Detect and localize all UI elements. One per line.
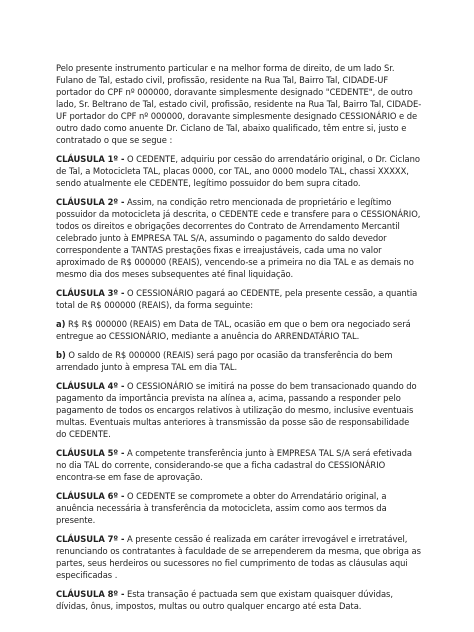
clause-text: O CESSIONÁRIO se imitirá na posse do bem transacionado quando do pagamento da importância prevista na alínea a, acima, passando a responder pelo pagamento de todos os encargos relativos à utilização do mesmo, inclusive eventuais multas. Eventuais multas anteriores à transmissão da posse são de responsabilidade do CEDENTE. <box>56 381 417 439</box>
clause-text: A competente transferência junto à EMPRESA TAL S/A será efetivada no dia TAL do corrente, considerando-se que a ficha cadastral do CESSIONÁRIO encontra-se em fase de aprovação. <box>56 448 412 482</box>
clause-title: CLÁUSULA 8º - <box>56 589 125 599</box>
clause-2 <box>56 196 422 280</box>
clause-text: A presente cessão é realizada em caráter irrevogável e irretratável, renunciando os contratantes à faculdade de se arrependerem da mesma, que obriga as partes, seus herdeiros ou sucessores no fiel cumprimento de todas as cláusulas aqui especificadas . <box>56 534 421 580</box>
paragraph-text: Pelo presente instrumento particular e na melhor forma de direito, de um lado Sr. Fulano de Tal, estado civil, profissão, residente na Rua Tal, Bairro Tal, CIDADE-UF portador do CPF nº 000000, doravante simplesmente designado "CEDENTE", de outro lado, Sr. Beltrano de Tal, estado civil, profissão, residente na Rua Tal, Bairro Tal, CIDADE-UF portador do CPF nº 000000, doravante simplesmente designado CESSIONÁRIO e de outro dado como anuente Dr. Ciclano de Tal, abaixo qualificado, têm entre si, justo e contratado o que se segue : <box>56 63 422 145</box>
item-label: a) <box>56 319 66 329</box>
clause-1 <box>56 153 422 189</box>
clause-text: Assim, na condição retro mencionada de proprietário e legítimo possuidor da motocicleta já descrita, o CEDENTE cede e transfere para o CESSIONÁRIO, todos os direitos e obrigações decorrentes do Contrato de Arrendamento Mercantil celebrado junto à EMPRESA TAL S/A, assumindo o pagamento do saldo devedor correspondente a TANTAS prestações fixas e irreajustáveis, cada uma no valor aproximado de R$ 000000 (REAIS), vencendo-se a primeira no dia TAL e as demais no mesmo dia dos meses subsequentes até final liquidação. <box>56 197 421 279</box>
clause-title: CLÁUSULA 2º - <box>56 197 125 207</box>
clause-3 <box>56 287 422 311</box>
clause-8 <box>56 588 422 612</box>
clause-text: O CEDENTE se compromete a obter do Arrendatário original, a anuência necessária à transferência da motocicleta, assim como aos termos da presente. <box>56 491 387 525</box>
clause-title: CLÁUSULA 7º - <box>56 534 125 544</box>
item-b <box>56 349 422 373</box>
clause-title: CLÁUSULA 4º - <box>56 381 125 391</box>
clause-5 <box>56 447 422 483</box>
clause-4 <box>56 380 422 440</box>
clause-text: Esta transação é pactuada sem que existam quaisquer dúvidas, dívidas, ônus, impostos, multas ou outro qualquer encargo até esta Data. <box>56 589 393 611</box>
clause-title: CLÁUSULA 6º - <box>56 491 125 501</box>
intro-paragraph <box>56 62 422 146</box>
item-text: O saldo de R$ 000000 (REAIS) será pago por ocasião da transferência do bem arrendado junto à empresa TAL em dia TAL. <box>56 350 393 372</box>
clause-7 <box>56 533 422 581</box>
clause-title: CLÁUSULA 5º - <box>56 448 125 458</box>
clause-6 <box>56 490 422 526</box>
clause-text: O CESSIONÁRIO pagará ao CEDENTE, pela presente cessão, a quantia total de R$ 000000 (REAIS), da forma seguinte: <box>56 288 418 310</box>
item-text: R$ R$ 000000 (REAIS) em Data de TAL, ocasião em que o bem ora negociado será entregue ao CESSIONÁRIO, mediante a anuência do ARRENDATÁRIO TAL. <box>56 319 411 341</box>
clause-title: CLÁUSULA 1º - <box>56 154 125 164</box>
clause-text: O CEDENTE, adquiriu por cessão do arrendatário original, o Dr. Ciclano de Tal, a Motocicleta TAL, placas 0000, cor TAL, ano 0000 modelo TAL, chassi XXXXX, sendo atualmente ele CEDENTE, legítimo possuidor do bem supra citado. <box>56 154 420 188</box>
clause-title: CLÁUSULA 3º - <box>56 288 125 298</box>
item-a <box>56 318 422 342</box>
item-label: b) <box>56 350 66 360</box>
